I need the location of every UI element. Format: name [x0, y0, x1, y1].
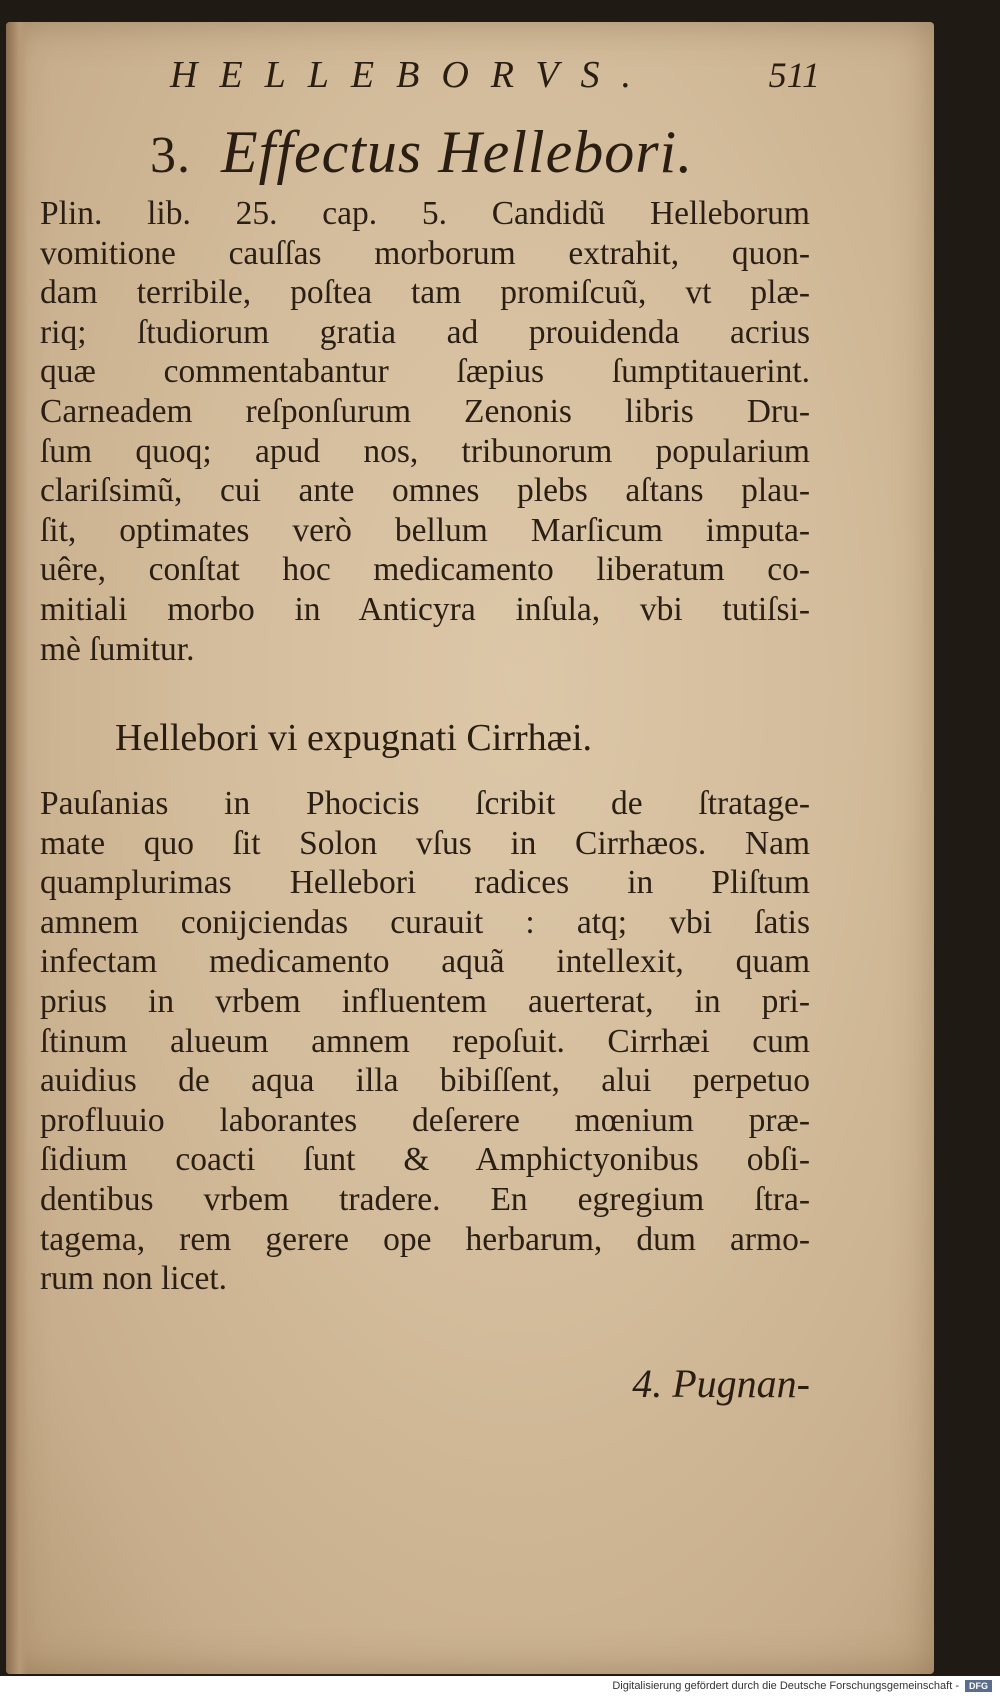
text-line: prius in vrbem influentem auerterat, in pri- [40, 982, 810, 1020]
text-line: quamplurimas Hellebori radices in Pliſtum [40, 864, 810, 902]
page-number: 511 [768, 55, 820, 95]
text-line: ſit, optimates verò bellum Marſicum imputa- [40, 511, 810, 549]
text-line: dam terribile, poſtea tam promiſcuũ, vt plæ- [40, 274, 810, 312]
text-line: amnem conijciendas curauit : atq; vbi ſatis [40, 903, 810, 941]
section-title: Effectus Hellebori. [221, 119, 694, 185]
footer-credit-strip [0, 1676, 1000, 1696]
sub-heading: Hellebori vi expugnati Cirrhæi. [115, 717, 593, 759]
running-head [170, 50, 820, 100]
dfg-logo-icon: DFG [965, 1680, 992, 1692]
text-line: Carneadem reſponſurum Zenonis libris Dru- [40, 392, 810, 430]
text-line: mitiali morbo in Anticyra inſula, vbi tutiſsi- [40, 590, 810, 628]
text-line: ſtinum alueum amnem repoſuit. Cirrhæi cum [40, 1022, 810, 1060]
text-line: rum non licet. [40, 1260, 227, 1298]
text-line: vomitione cauſſas morborum extrahit, quon- [40, 234, 810, 272]
paragraph-pausanias [40, 784, 810, 1299]
section-number: 3. [150, 127, 191, 184]
text-line: infectam medicamento aquã intellexit, quam [40, 943, 810, 981]
text-line: uêre, conſtat hoc medicamento liberatum co- [40, 551, 810, 589]
running-head-title: HELLEBORVS. [170, 54, 654, 96]
paragraph-pliny [40, 194, 810, 669]
text-line: riq; ſtudiorum gratia ad prouidenda acrius [40, 313, 810, 351]
text-line: quæ commentabantur ſæpius ſumptitauerint. [40, 353, 810, 391]
text-line: tagema, rem gerere ope herbarum, dum armo- [40, 1220, 810, 1258]
catchword: 4. Pugnan- [632, 1361, 810, 1406]
text-line: Plin. lib. 25. cap. 5. Candidũ Helleborum [40, 195, 810, 232]
text-line: profluuio laborantes deſerere mœnium præ- [40, 1101, 810, 1139]
text-line: ſum quoq; apud nos, tribunorum popularium [40, 432, 810, 470]
text-line: mè ſumitur. [40, 630, 195, 668]
page-gutter-edge [6, 22, 28, 1674]
text-line: mate quo ſit Solon vſus in Cirrhæos. Nam [40, 824, 810, 862]
text-line: auidius de aqua illa bibiſſent, alui perpetuo [40, 1062, 810, 1100]
footer-credit: Digitalisierung gefördert durch die Deutsche Forschungsgemeinschaft - [612, 1680, 959, 1692]
text-line: ſidium coacti ſunt & Amphictyonibus obſi- [40, 1141, 810, 1179]
section-heading [150, 118, 850, 187]
text-line: clariſsimũ, cui ante omnes plebs aſtans plau- [40, 472, 810, 510]
text-line: dentibus vrbem tradere. En egregium ſtra- [40, 1180, 810, 1218]
text-line: Pauſanias in Phocicis ſcribit de ſtratage- [40, 785, 810, 822]
